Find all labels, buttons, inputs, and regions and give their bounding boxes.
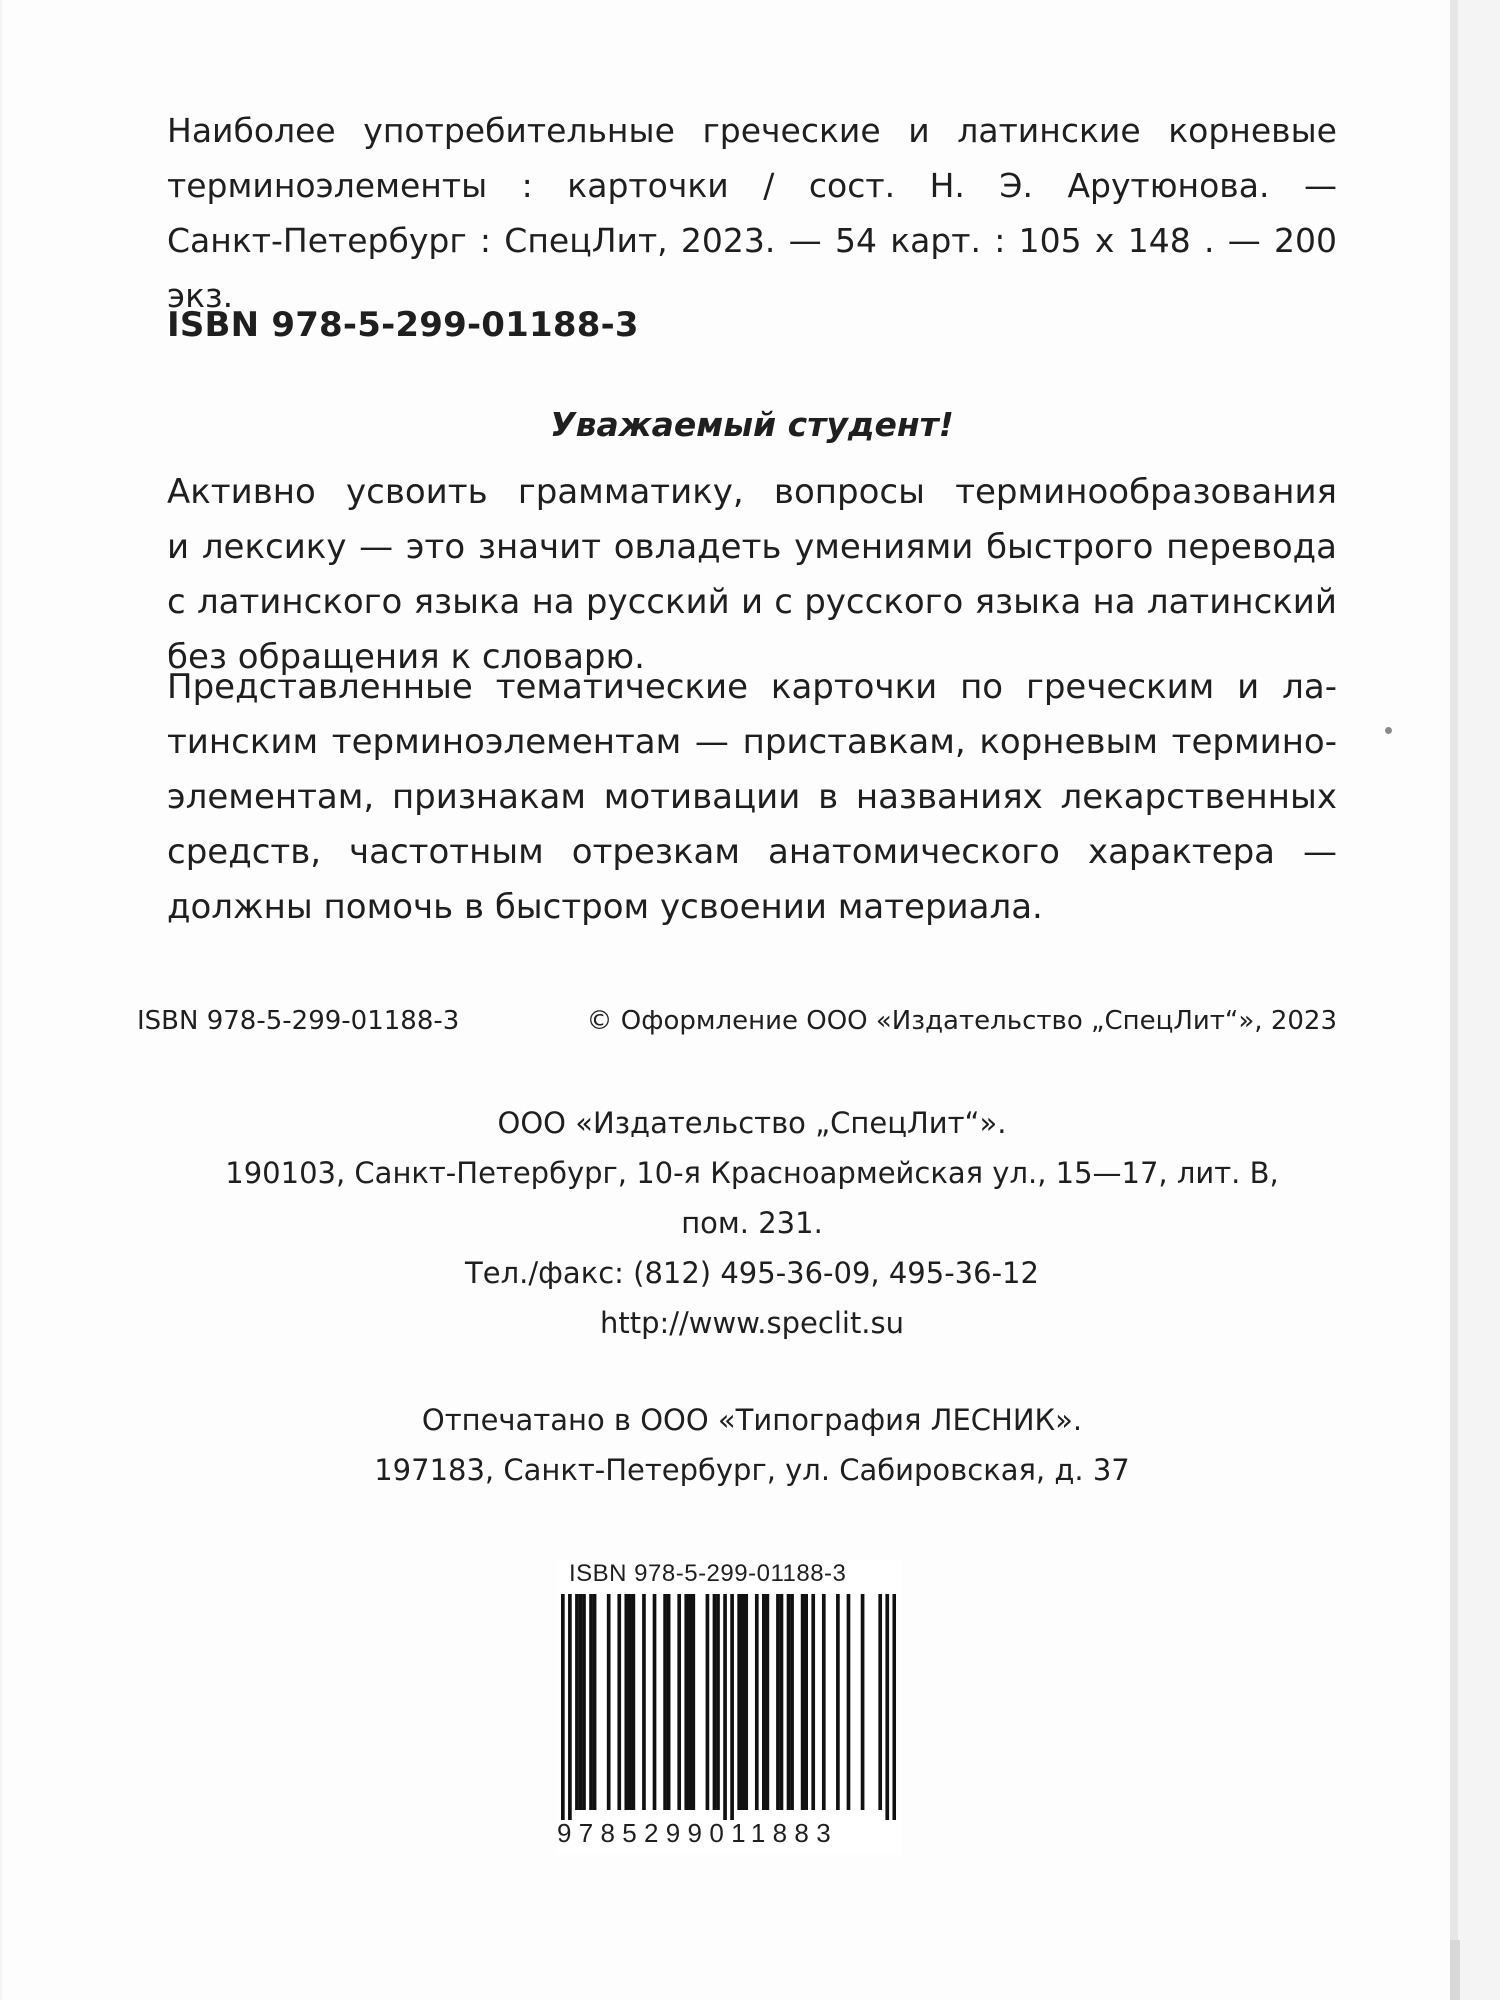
barcode-bar: [741, 1594, 745, 1810]
barcode-bar: [582, 1594, 586, 1810]
barcode-bar: [589, 1594, 593, 1810]
bibliographic-line-3: Санкт-Петербург : СпецЛит, 2023. — 54 карт. : 105 x 148 . — 200 экз.: [167, 221, 1337, 315]
publisher-address: 190103, Санкт-Петербург, 10-я Красноармейская ул., 15—17, лит. В,: [225, 1156, 1279, 1190]
barcode-bar: [776, 1594, 780, 1810]
imprint-isbn: ISBN 978-5-299-01188-3: [137, 1006, 460, 1036]
barcode-bar: [684, 1594, 688, 1810]
barcode-bar: [561, 1594, 565, 1820]
barcode-bar: [723, 1594, 727, 1820]
barcode-bar: [885, 1594, 889, 1820]
greeting-heading: Уважаемый студент!: [550, 405, 954, 444]
barcode-bar: [804, 1594, 808, 1810]
barcode-bar: [801, 1594, 805, 1810]
publisher-phone: Тел./факс: (812) 495-36-09, 495-36-12: [465, 1256, 1039, 1290]
barcode-bar: [861, 1594, 865, 1810]
publisher-info: [2, 1098, 1500, 1348]
barcode-digits: 9785299011883: [557, 1818, 838, 1848]
barcode-bar: [691, 1594, 695, 1810]
barcode-bar: [617, 1594, 621, 1810]
isbn-barcode: [557, 1560, 902, 1855]
paragraph-line: Активно усвоить грамматику, вопросы терминообразования: [167, 472, 1337, 512]
barcode-bar: [632, 1594, 636, 1810]
barcode-bar: [790, 1594, 794, 1810]
paragraph-line: с латинского языка на русский и с русского языка на латинский: [167, 582, 1337, 622]
printer-address: 197183, Санкт-Петербург, ул. Сабировская, д. 37: [374, 1453, 1130, 1487]
barcode-bar: [716, 1594, 720, 1810]
barcode-bar: [677, 1594, 681, 1810]
barcode-bar: [568, 1594, 572, 1820]
paragraph-description: [167, 660, 1337, 935]
barcode-bar: [688, 1594, 692, 1810]
barcode-bar: [663, 1594, 667, 1810]
barcode-bar: [780, 1594, 784, 1810]
publisher-name: ООО «Издательство „СпецЛит“».: [497, 1106, 1007, 1140]
paragraph-line: средств, частотным отрезкам анатомического характера —: [167, 832, 1337, 872]
barcode-bar: [811, 1594, 815, 1810]
barcode-bar: [836, 1594, 840, 1810]
barcode-bar: [762, 1594, 766, 1810]
barcode-isbn-text: ISBN 978-5-299-01188-3: [569, 1560, 847, 1587]
paragraph-line: без обращения к словарю.: [167, 637, 645, 677]
barcode-bar: [737, 1594, 741, 1810]
paragraph-intro: [167, 465, 1337, 685]
paragraph-line: тинским терминоэлементам — приставкам, корневым термино-: [167, 722, 1337, 762]
publisher-url[interactable]: http://www.speclit.su: [599, 1306, 905, 1340]
barcode-bar: [575, 1594, 579, 1810]
barcode-bar: [892, 1594, 896, 1820]
barcode-bar: [766, 1594, 770, 1810]
barcode-bar: [667, 1594, 671, 1810]
paragraph-line: элементам, признакам мотивации в названиях лекарственных: [167, 777, 1337, 817]
barcode-bars: [561, 1594, 896, 1820]
publisher-address-room: пом. 231.: [681, 1206, 823, 1240]
barcode-bar: [628, 1594, 632, 1810]
barcode-bar: [624, 1594, 628, 1810]
printer-name: Отпечатано в ООО «Типография ЛЕСНИК».: [421, 1403, 1083, 1437]
barcode-bar: [847, 1594, 851, 1810]
barcode-bar: [653, 1594, 657, 1810]
paragraph-line: должны помочь в быстром усвоении материала.: [167, 887, 1043, 927]
print-speck: [1385, 727, 1392, 734]
bibliographic-record: [167, 103, 1337, 323]
paragraph-line: и лексику — это значит овладеть умениями быстрого перевода: [167, 527, 1337, 567]
imprint-row: [137, 1006, 1337, 1036]
barcode-bar: [878, 1594, 882, 1810]
barcode-bar: [593, 1594, 597, 1810]
bibliographic-line-2: терминоэлементы : карточки / сост. Н. Э. Арутюнова. —: [167, 166, 1337, 205]
barcode-bar: [642, 1594, 646, 1810]
barcode-bar: [579, 1594, 583, 1810]
barcode-bar: [713, 1594, 717, 1810]
isbn-heading: ISBN 978-5-299-01188-3: [167, 305, 639, 345]
paragraph-line: Представленные тематические карточки по греческим и ла-: [167, 667, 1337, 707]
barcode-bar: [706, 1594, 710, 1810]
printer-info: [2, 1395, 1500, 1495]
barcode-bar: [787, 1594, 791, 1810]
barcode-bar: [730, 1594, 734, 1820]
barcode-bar: [822, 1594, 826, 1810]
barcode-bar: [607, 1594, 611, 1810]
book-back-cover: [2, 0, 1450, 2000]
imprint-copyright: © Оформление ООО «Издательство „СпецЛит“», 2023: [586, 1006, 1337, 1036]
bibliographic-line-1: Наиболее употребительные греческие и латинские корневые: [167, 111, 1337, 150]
barcode-bar: [755, 1594, 759, 1810]
barcode-bar: [744, 1594, 748, 1810]
